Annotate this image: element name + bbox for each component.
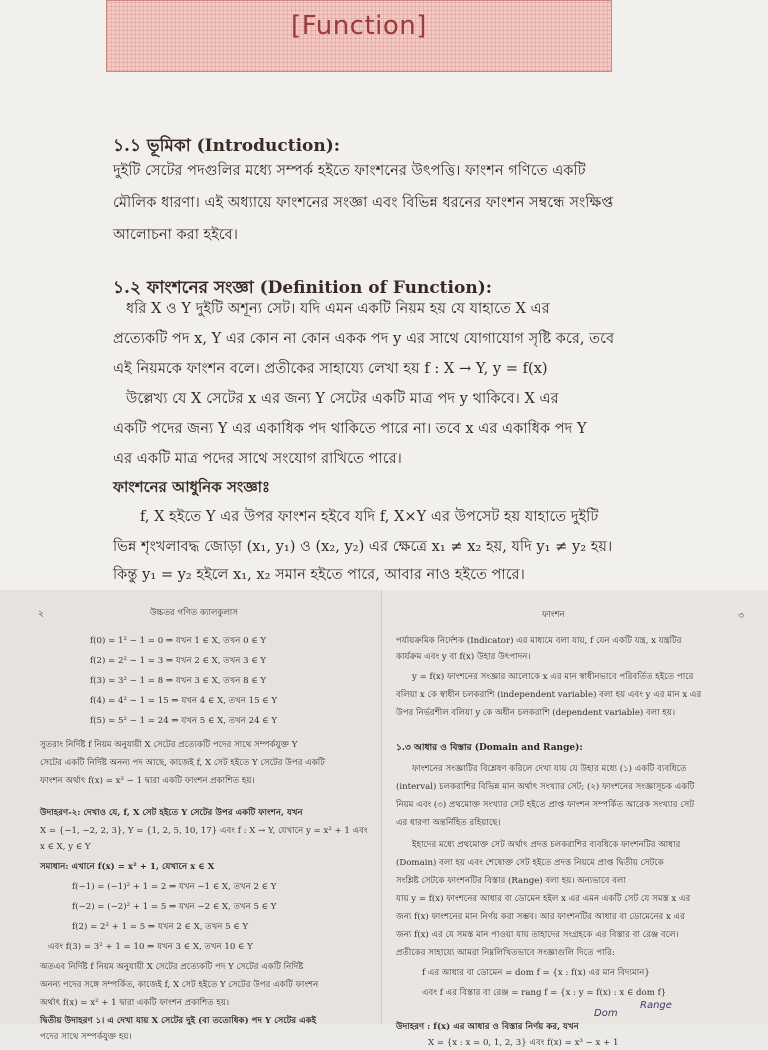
section-line: জন্য f(x) এর যে সমস্ত মান পাওয়া যায় তাহাদের সংগ্রহকে এর বিস্তার বা রেঞ্জ বলে। (396, 930, 679, 940)
definition-line-2: প্রত্যেকটি পদ x, Y এর কোন না কোন একক পদ y এর সাথে যোগাযোগ সৃষ্টি করে, তবে (113, 330, 615, 347)
section-line: ফাংশনের সংজ্ঞাটির বিশ্লেষণ করিলে দেখা যায় যে উহার মধ্যে (১) একটি ব্যবধিতে (412, 764, 687, 774)
section-line: এর ধারণা অন্তর্নিহিত রহিয়াছে। (396, 818, 501, 828)
chapter-title: [Function] (291, 11, 427, 41)
example-line: উদাহরণ-২: দেখাও যে, f, X সেট হইতে Y সেটের উপর একটি ফাংশন, যখন (40, 808, 303, 818)
left-page-number: ২ (38, 609, 44, 619)
right-top-line: উপর নির্ভরশীল বলিয়া y কে অধীন চলকরাশি (dependent variable) বলা হয়। (396, 708, 676, 718)
chapter-banner (106, 0, 612, 72)
section-line: জন্য f(x) ফাংশনের মান নির্ণয় করা সম্ভব। আর ফাংশনটির আধার বা ডোমেনের x এর (396, 912, 685, 922)
left-book-page (0, 590, 381, 1042)
example-line: X = {−1, −2, 2, 3}, Y = {1, 2, 5, 10, 17} এবং f : X → Y, যেখানে y = x² + 1 এবং (40, 826, 368, 836)
section-line: ইহাদের মধ্যে প্রথমোক্ত সেট অর্থাৎ প্রদত্ত চলকরাশির ব্যবধিকে ফাংশনটির আধার (412, 840, 681, 850)
definition-line-5: একটি পদের জন্য Y এর একাধিক পদ থাকিতে পারে না। তবে x এর একাধিক পদ Y (113, 420, 587, 437)
right-top-line: কার্যক্রম এবং y বা f(x) উহার উৎপাদন। (396, 652, 531, 662)
definition-heading: ১.২ ফাংশনের সংজ্ঞা (Definition of Function): (113, 278, 493, 298)
calc-line: f(3) = 3² − 1 = 8 ⇒ যখন 3 ∈ X, তখন 8 ∈ Y (90, 676, 267, 686)
section-line: সংশ্লিষ্ট সেটকে ফাংশনটির বিস্তার (Range) বলা হয়। অন্যভাবে বলা (396, 876, 626, 886)
example-line: সমাধান: এখানে f(x) = x² + 1, যেখানে x ∈ X (40, 862, 215, 872)
intro-line-1: দুইটি সেটের পদগুলির মধ্যে সম্পর্ক হইতে ফাংশনের উৎপত্তি। ফাংশন গণিতে একটি (113, 162, 586, 179)
example-line: f(−1) = (−1)² + 1 = 2 ⇒ যখন −1 ∈ X, তখন 2 ∈ Y (72, 882, 277, 892)
modern-heading: ফাংশনের আধুনিক সংজ্ঞাঃ (113, 478, 271, 496)
domain-definition: f এর আধার বা ডোমেন = dom f = {x : f(x) এর মান বিদ্যমান} (422, 968, 650, 978)
left-page-header: উচ্চতর গণিত ক্যালকুলাস (150, 608, 238, 618)
right-page-number: ৩ (738, 611, 744, 621)
intro-line-2: মৌলিক ধারণা। এই অধ্যায়ে ফাংশনের সংজ্ঞা এবং বিভিন্ন ধরনের ফাংশন সম্বন্ধে সংক্ষিপ্ত (113, 194, 614, 211)
para-line: সেটের একটি নির্দিষ্ট অনন্য পদ আছে, কাজেই f, X সেট হইতে Y সেটের উপর একটি (40, 758, 325, 768)
modern-line-2: ভিন্ন শৃংখলাবদ্ধ জোড়া (x₁, y₁) ও (x₂, y₂) এর ক্ষেত্রে x₁ ≠ x₂ হয়, যদি y₁ ≠ y₂ হয়। (113, 538, 613, 555)
definition-line-4: উল্লেখ্য যে X সেটের x এর জন্য Y সেটের একটি মাত্র পদ y থাকিবে। X এর (126, 390, 559, 407)
calc-line: f(4) = 4² − 1 = 15 ⇒ যখন 4 ∈ X, তখন 15 ∈ Y (90, 696, 278, 706)
section-line: যায় y = f(x) ফাংশনের আধার বা ডোমেন হইল x এর এমন একটি সেট যে সমস্ত x এর (396, 894, 691, 904)
example-line: এবং f(3) = 3² + 1 = 10 ⇒ যখন 3 ∈ X, তখন 10 ∈ Y (48, 942, 253, 952)
definition-line-6: এর একটি মাত্র পদের সাথে সংযোগ রাখিতে পারে। (113, 450, 402, 467)
calc-line: f(0) = 1² − 1 = 0 ⇒ যখন 1 ∈ X, তখন 0 ∈ Y (90, 636, 267, 646)
calc-line: f(5) = 5² − 1 = 24 ⇒ যখন 5 ∈ X, তখন 24 ∈ Y (90, 716, 278, 726)
example-heading: উদাহরণ : f(x) এর আধার ও বিস্তার নির্ণয় কর, যখন (396, 1022, 579, 1032)
example-line: পদের সাথে সম্পর্কযুক্ত হয়। (40, 1032, 132, 1042)
intro-heading: ১.১ ভূমিকা (Introduction): (113, 136, 341, 156)
example-line: অর্থাৎ f(x) = x² + 1 দ্বারা একটি ফাংশন প্রকাশিত হয়। (40, 998, 230, 1008)
section-line: (Domain) বলা হয় এবং শেষোক্ত সেট হইতে প্রদত্ত নিয়মে প্রাপ্ত দ্বিতীয় সেটকে (396, 858, 664, 868)
section-line: (interval) চলকরাশির বিভিন্ন মান অর্থাৎ সংখ্যার সেট; (২) ফাংশনের সংজ্ঞাসূচক একটি (396, 782, 695, 792)
example-set: X = {x : x = 0, 1, 2, 3} এবং f(x) = x³ − x + 1 (428, 1038, 619, 1048)
right-page-header: ফাংশন (542, 610, 565, 620)
section-line: প্রতীকের সাহায্যে আমরা নিম্নলিখিতভাবে সংজ্ঞাগুলি দিতে পারি: (396, 948, 615, 958)
example-line: f(−2) = (−2)² + 1 = 5 ⇒ যখন −2 ∈ X, তখন 5 ∈ Y (72, 902, 277, 912)
range-definition: এবং f এর বিস্তার বা রেঞ্জ = rang f = {x : y = f(x) : x ∈ dom f} (422, 988, 667, 998)
right-top-line: বলিয়া x কে স্বাধীন চলকরাশি (independent variable) বলা হয় এবং y এর মান x এর (396, 690, 702, 700)
modern-line-3: কিন্তু y₁ = y₂ হইলে x₁, x₂ সমান হইতে পারে, আবার নাও হইতে পারে। (113, 566, 525, 583)
modern-line-1: f, X হইতে Y এর উপর ফাংশন হইবে যদি f, X×Y এর উপসেট হয় যাহাতে দুইটি (140, 508, 599, 525)
domain-range-heading: ১.৩ আধার ও বিস্তার (Domain and Range): (396, 743, 583, 753)
example-line: x ∈ X, y ∈ Y (40, 842, 91, 852)
handwritten-note-dom: Dom (594, 1008, 618, 1019)
definition-line-3: এই নিয়মকে ফাংশন বলে। প্রতীকের সাহায্যে লেখা হয় f : X → Y, y = f(x) (113, 360, 548, 377)
example-line: অনন্য পদের সঙ্গে সম্পর্কিত, কাজেই f, X সেট হইতে Y সেটের উপর একটি ফাংশন (40, 980, 319, 990)
definition-line-1: ধরি X ও Y দুইটি অশূন্য সেট। যদি এমন একটি নিয়ম হয় যে যাহাতে X এর (126, 300, 550, 317)
right-top-line: পর্যায়ক্রমিক নির্দেশক (Indicator) এর মাধ্যমে বলা যায়, f যেন একটি যন্ত্র, x যন্ত্রটির (396, 636, 682, 646)
example-line: অতএব নির্দিষ্ট f নিয়ম অনুযায়ী X সেটের প্রত্যেকটি পদ Y সেটের একটি নির্দিষ্ট (40, 962, 304, 972)
example-line: দ্বিতীয় উদাহরণ ১। এ দেখা যায় X সেটের দুই (বা ততোধিক) পদ Y সেটের একই (40, 1016, 317, 1026)
handwritten-note-range: Range (640, 1000, 672, 1011)
right-book-page (381, 590, 768, 1048)
para-line: সুতরাং নির্দিষ্ট f নিয়ম অনুযায়ী X সেটের প্রত্যেকটি পদের সাথে সম্পর্কযুক্ত Y (40, 740, 298, 750)
section-line: নিয়ম এবং (৩) প্রথমোক্ত সংখ্যার সেট হইতে প্রাপ্ত ফাংশন সম্পর্কিত আরেক সংখ্যার সেট (396, 800, 695, 810)
example-line: f(2) = 2² + 1 = 5 ⇒ যখন 2 ∈ X, তখন 5 ∈ Y (72, 922, 249, 932)
para-line: ফাংশন অর্থাৎ f(x) = x² − 1 দ্বারা একটি ফাংশন প্রকাশিত হয়। (40, 776, 255, 786)
calc-line: f(2) = 2² − 1 = 3 ⇒ যখন 2 ∈ X, তখন 3 ∈ Y (90, 656, 267, 666)
right-top-line: y = f(x) ফাংশনের সংজ্ঞার আলোকে x এর মান স্বাধীনভাবে পরিবর্তিত হইতে পারে (412, 672, 694, 682)
intro-line-3: আলোচনা করা হইবে। (113, 226, 239, 243)
